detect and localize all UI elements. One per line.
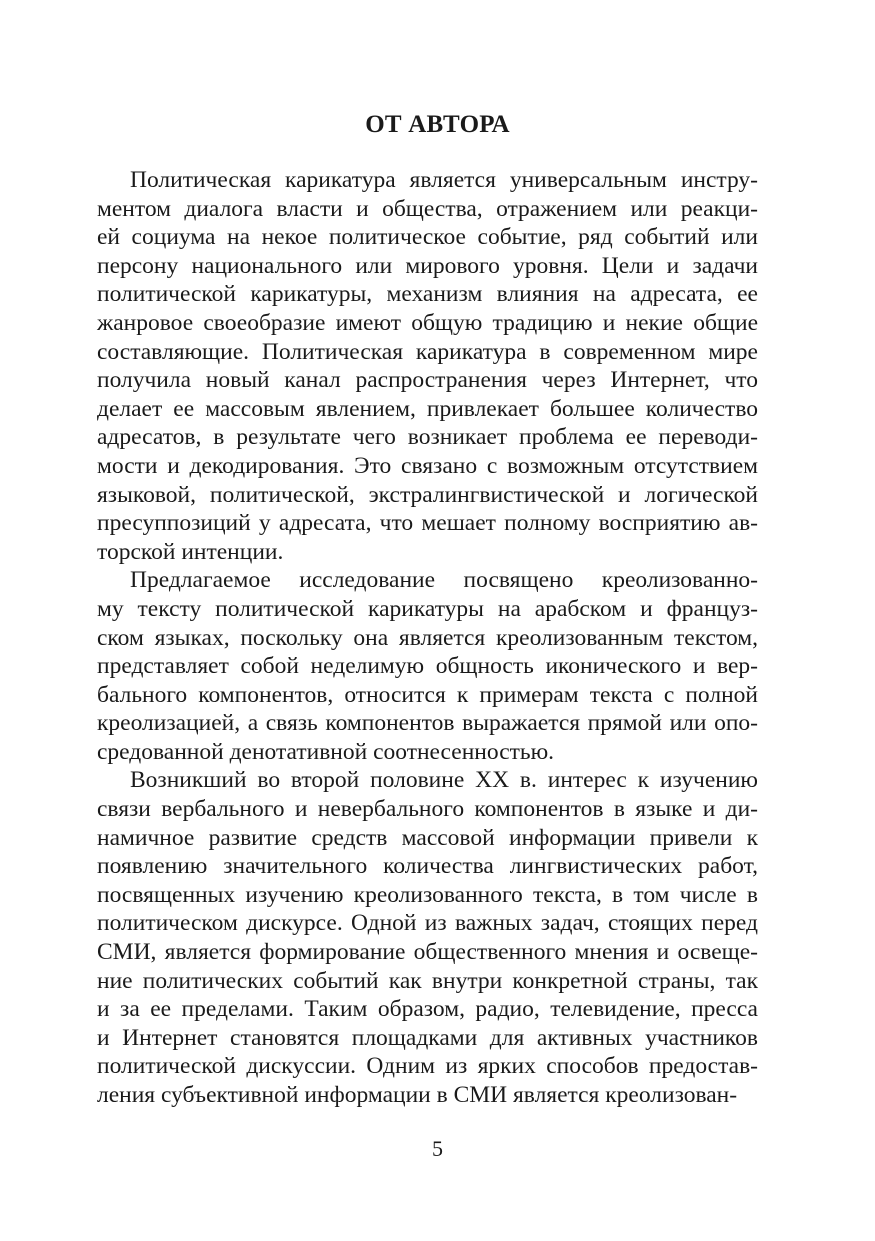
text-line: пресуппозиций у адресата, что мешает полному восприятию ав- <box>97 510 758 537</box>
text-line: политической карикатуры, механизм влияния на адресата, ее <box>97 281 758 308</box>
text-line: Политическая карикатура является универсальным инстру- <box>130 167 758 193</box>
document-body <box>97 166 758 1110</box>
text-line: политическом дискурсе. Одной из важных задач, стоящих перед <box>97 910 758 937</box>
text-line: посвященных изучению креолизованного текста, в том числе в <box>97 881 758 908</box>
text-line: ления субъективной информации в СМИ является креолизован- <box>97 1082 738 1108</box>
text-line: появлению значительного количества лингвистических работ, <box>97 853 758 880</box>
text-line: намичное развитие средств массовой информации привели к <box>97 824 758 851</box>
text-line: средованной денотативной соотнесенностью. <box>97 738 555 765</box>
text-line: торской интенции. <box>97 538 284 565</box>
text-line: бального компонентов, относится к примерам текста с полной <box>97 681 758 708</box>
text-line: составляющие. Политическая карикатура в современном мире <box>97 338 758 365</box>
text-line: креолизацией, а связь компонентов выражается прямой или опо- <box>97 710 758 737</box>
page-number: 5 <box>432 1136 443 1161</box>
text-line: ние политических событий как внутри конкретной страны, так <box>97 967 758 994</box>
text-line: получила новый канал распространения через Интернет, что <box>97 367 758 394</box>
text-line: Возникший во второй половине XX в. интерес к изучению <box>130 767 758 794</box>
text-line: и Интернет становятся площадками для активных участников <box>97 1024 758 1051</box>
text-line: му тексту политической карикатуры на арабском и француз- <box>97 595 758 622</box>
text-line: персону национального или мирового уровня. Цели и задачи <box>97 252 758 279</box>
paragraph <box>97 166 758 566</box>
text-line: адресатов, в результате чего возникает проблема ее переводи- <box>97 424 758 451</box>
page-title: ОТ АВТОРА <box>365 111 510 138</box>
text-line: Предлагаемое исследование посвящено креолизованно- <box>130 567 758 594</box>
paragraph <box>97 566 758 766</box>
text-line: языковой, политической, экстралингвистической и логической <box>97 481 758 508</box>
text-line: ментом диалога власти и общества, отражением или реакци- <box>97 195 758 222</box>
text-line: СМИ, является формирование общественного мнения и освеще- <box>97 939 758 966</box>
text-line: мости и декодирования. Это связано с возможным отсутствием <box>97 452 758 479</box>
text-line: делает ее массовым явлением, привлекает большее количество <box>97 395 758 422</box>
text-line: и за ее пределами. Таким образом, радио, телевидение, пресса <box>97 996 758 1023</box>
text-line: жанровое своеобразие имеют общую традицию и некие общие <box>97 309 758 336</box>
text-line: представляет собой неделимую общность иконического и вер- <box>97 653 758 680</box>
text-line: ском языках, поскольку она является креолизованным текстом, <box>97 624 758 651</box>
paragraph <box>97 766 758 1109</box>
text-line: связи вербального и невербального компонентов в языке и ди- <box>97 796 758 823</box>
text-line: ей социума на некое политическое событие, ряд событий или <box>97 224 758 251</box>
text-line: политической дискуссии. Одним из ярких способов предостав- <box>97 1053 758 1080</box>
